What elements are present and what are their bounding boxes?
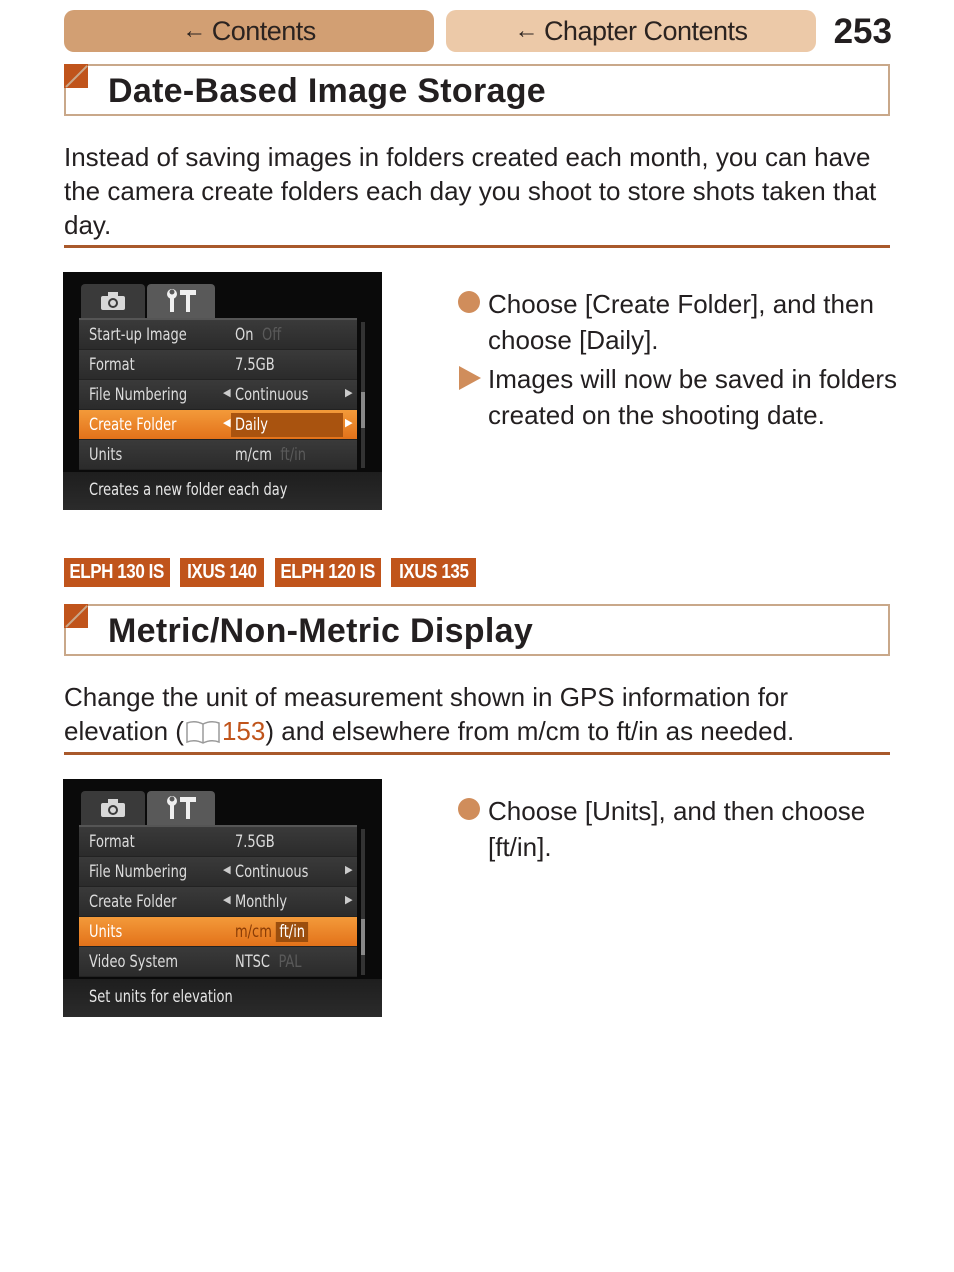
row-value: 7.5GB — [235, 832, 275, 852]
section-header-date-storage — [64, 64, 890, 116]
camera-icon — [100, 798, 126, 818]
row-label: Create Folder — [89, 415, 177, 435]
row-value-current: m/cm — [235, 922, 272, 942]
page-number: 253 — [833, 12, 892, 51]
section-title: Metric/Non-Metric Display — [108, 612, 534, 650]
page-reference-link[interactable] — [184, 716, 265, 746]
intro-text: ) and elsewhere from m/cm to ft/in as needed. — [265, 716, 795, 746]
row-value: Continuous — [235, 385, 309, 405]
row-value-alt: Off — [261, 325, 282, 345]
help-bar — [63, 979, 382, 1017]
row-value-selected: ft/in — [276, 922, 308, 942]
camera-screen-setup-menu — [63, 779, 382, 1017]
row-value-current: NTSC — [235, 952, 270, 972]
chapter-contents-label: Chapter Contents — [543, 15, 748, 46]
setup-tab — [147, 791, 215, 825]
row-label: Create Folder — [89, 892, 177, 912]
row-label: Units — [89, 445, 123, 465]
model-name: IXUS 140 — [187, 561, 257, 583]
left-arrow-icon: ◀ — [223, 893, 231, 906]
chapter-contents-button[interactable] — [446, 10, 816, 52]
menu-row — [79, 827, 357, 857]
contents-label: Contents — [211, 15, 316, 46]
row-value — [235, 922, 308, 942]
camera-screen-setup-menu — [63, 272, 382, 510]
model-name: ELPH 120 IS — [280, 561, 376, 583]
help-bar — [63, 472, 382, 510]
back-arrow-icon: ← — [182, 17, 206, 44]
menu-row — [79, 887, 357, 917]
row-value-alt: ft/in — [280, 445, 307, 465]
row-value-current: m/cm — [235, 445, 272, 465]
menu-tabs — [81, 284, 281, 318]
book-icon — [185, 720, 221, 744]
row-value — [235, 445, 306, 465]
model-badge — [391, 558, 476, 587]
left-arrow-icon: ◀ — [223, 863, 231, 876]
left-arrow-icon: ◀ — [223, 386, 231, 399]
menu-row — [79, 380, 357, 410]
result-arrow-icon — [459, 366, 481, 390]
operation-bullet-icon — [458, 798, 480, 820]
model-badge — [180, 558, 264, 587]
menu-row — [79, 350, 357, 380]
section-title: Date-Based Image Storage — [108, 72, 547, 110]
menu-list — [79, 825, 357, 977]
wrench-hammer-icon — [164, 289, 198, 313]
scrollbar — [361, 322, 365, 468]
scroll-thumb — [361, 919, 365, 955]
row-value: Monthly — [235, 892, 288, 912]
menu-row-selected — [79, 917, 357, 947]
help-text: Creates a new folder each day — [89, 480, 288, 500]
shooting-tab — [81, 791, 145, 825]
step-operation — [458, 286, 898, 358]
row-value: Continuous — [235, 862, 309, 882]
row-label: Units — [89, 922, 123, 942]
row-label: Format — [89, 832, 135, 852]
step-text: Images will now be saved in folders created on the shooting date. — [488, 364, 897, 430]
back-arrow-icon: ← — [514, 17, 538, 44]
step-result — [458, 361, 898, 433]
camera-icon — [100, 291, 126, 311]
left-arrow-icon: ◀ — [223, 416, 231, 429]
right-arrow-icon: ▶ — [345, 863, 353, 876]
row-value: Daily — [235, 415, 268, 435]
help-text: Set units for elevation — [89, 987, 233, 1007]
contents-button[interactable] — [64, 10, 434, 52]
model-name: ELPH 130 IS — [69, 561, 165, 583]
step-operation — [458, 793, 898, 865]
divider — [64, 752, 890, 755]
row-value — [235, 325, 281, 345]
scrollbar — [361, 829, 365, 975]
step-text: Choose [Units], and then choose [ft/in]. — [488, 796, 866, 862]
row-value-current: On — [235, 325, 254, 345]
model-badge — [275, 558, 381, 587]
shooting-tab — [81, 284, 145, 318]
row-label: Start-up Image — [89, 325, 187, 345]
row-label: File Numbering — [89, 385, 188, 405]
row-label: File Numbering — [89, 862, 188, 882]
row-label: Video System — [89, 952, 179, 972]
row-value: 7.5GB — [235, 355, 275, 375]
divider — [64, 245, 890, 248]
intro-text: Change the unit of measurement shown in GPS information for elevation ( — [64, 682, 789, 746]
setup-tab — [147, 284, 215, 318]
right-arrow-icon: ▶ — [345, 893, 353, 906]
scroll-thumb — [361, 392, 365, 428]
menu-tabs — [81, 791, 281, 825]
model-name: IXUS 135 — [398, 561, 469, 583]
step-text: Choose [Create Folder], and then choose [Daily]. — [488, 289, 874, 355]
row-value — [235, 952, 302, 972]
menu-row — [79, 440, 357, 470]
model-badge — [64, 558, 170, 587]
menu-list — [79, 318, 357, 470]
row-label: Format — [89, 355, 135, 375]
menu-row — [79, 857, 357, 887]
right-arrow-icon: ▶ — [345, 386, 353, 399]
section-intro — [64, 680, 894, 748]
row-value-alt: PAL — [278, 952, 302, 972]
reference-page: 153 — [221, 716, 266, 746]
section-header-metric-display — [64, 604, 890, 656]
menu-row — [79, 947, 357, 977]
menu-row-selected — [79, 410, 357, 440]
right-arrow-icon: ▶ — [345, 416, 353, 429]
section-intro: Instead of saving images in folders created each month, you can have the camera create folders each day you shoot to store shots taken that day. — [64, 142, 877, 240]
menu-row — [79, 320, 357, 350]
operation-bullet-icon — [458, 291, 480, 313]
wrench-hammer-icon — [164, 796, 198, 820]
